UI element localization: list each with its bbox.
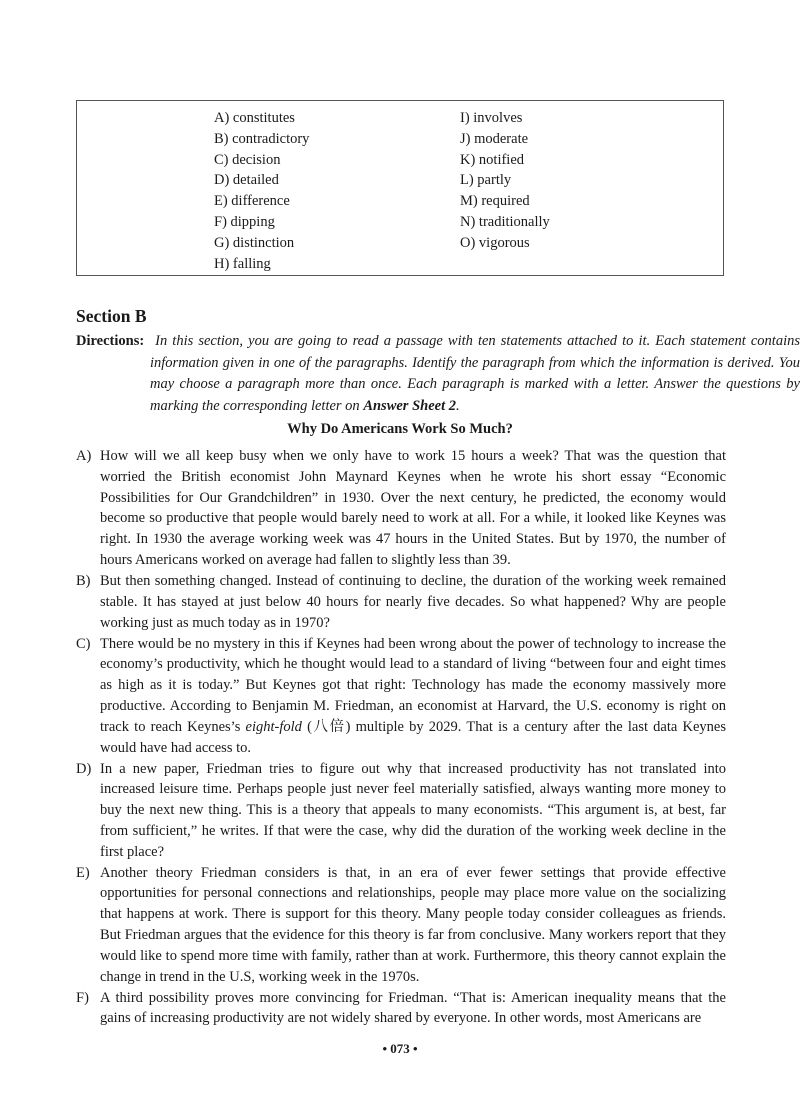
word-option: D) detailed xyxy=(214,172,279,189)
paragraph-c xyxy=(76,634,726,759)
word-option: B) contradictory xyxy=(214,130,310,147)
word-option: H) falling xyxy=(214,255,271,272)
word-option: J) moderate xyxy=(460,130,529,147)
paragraph-label: D) xyxy=(76,760,92,777)
paragraph-d xyxy=(76,759,726,863)
word-option: A) constitutes xyxy=(214,110,295,126)
word-option: I) involves xyxy=(460,110,523,126)
paragraph-label: B) xyxy=(76,572,91,589)
word-option: O) vigorous xyxy=(460,234,530,251)
paragraph-a xyxy=(76,446,726,571)
paragraph-text: How will we all keep busy when we only have to work 15 hours a week? That was the question that worried the British economist John Maynard Keynes when he wrote his short essay “Economic Possibilities for Our Grandchildren” in 1930. Over the next century, he predicted, the economy would become so productive that people would barely need to work at all. For a while, it looked like Keynes was right. In 1930 the average working week was 47 hours in the United States. But by 1970, the number of hours Americans worked on average had fallen to slightly less than 39. xyxy=(100,448,726,568)
directions-label: Directions: xyxy=(76,333,145,349)
word-bank-right-column xyxy=(460,108,550,254)
word-option: N) traditionally xyxy=(460,213,550,230)
word-option: C) decision xyxy=(214,151,281,168)
paragraph-text: In a new paper, Friedman tries to figure out why that increased productivity has not translated into increased leisure time. Perhaps people just never feel materially satisfied, always wanting more money to buy the next new thing. This is a theory that appeals to many economists. “This argument is, at best, far from sufficient,” he writes. If that were the case, why did the duration of the working week decline in the first place? xyxy=(100,760,726,860)
answer-sheet-ref: Answer Sheet 2 xyxy=(363,397,456,414)
paragraph-label: C) xyxy=(76,635,91,652)
word-option: M) required xyxy=(460,193,530,210)
passage-body xyxy=(76,446,726,1029)
paragraph-label: E) xyxy=(76,864,90,881)
word-option: E) difference xyxy=(214,193,290,210)
word-bank-left-column xyxy=(214,108,309,274)
paragraph-text: Another theory Friedman considers is that, in an era of ever fewer settings that provide effective opportunities for personal connections and relationships, people may place more value on the socializing that happens at work. There is support for this theory. Many people today consider colleagues as friends. But Friedman argues that the evidence for this theory is far from conclusive. Many workers report that they would like to spend more time with family, rather than at work. Furthermore, this theory cannot explain the change in trend in the U.S, working week in the 1970s. xyxy=(100,864,726,985)
word-option: F) dipping xyxy=(214,213,275,230)
word-option: K) notified xyxy=(460,151,525,168)
passage-title: Why Do Americans Work So Much? xyxy=(287,421,513,437)
directions-body: In this section, you are going to read a passage with ten statements attached to it. Each statement contains information given in one of the paragraphs. Identify the paragraph from which the information is derived. You may choose a paragraph more than once. Each paragraph is marked with a letter. Answer the questions by marking the corresponding letter on xyxy=(150,333,800,414)
paragraph-text: But then something changed. Instead of continuing to decline, the duration of the working week remained stable. It has stayed at just below 40 hours for nearly five decades. So what happened? Why are people working just as much today as in 1970? xyxy=(100,572,726,631)
paragraph-e xyxy=(76,863,726,988)
section-title: Section B xyxy=(76,306,147,326)
paragraph-text-continued: (八倍) multiple by 2029. That is a century after the last data Keynes would have had access to. xyxy=(100,718,726,756)
word-bank-box xyxy=(76,100,724,276)
word-option: L) partly xyxy=(460,172,512,189)
page-number: • 073 • xyxy=(382,1041,418,1056)
paragraph-italic-term: eight-fold xyxy=(245,718,302,735)
paragraph-label: F) xyxy=(76,989,89,1006)
paragraph-text: A third possibility proves more convincing for Friedman. “That is: American inequality means that the gains of increasing productivity are not widely shared by everyone. In other words, most Americans are xyxy=(100,989,726,1027)
word-option: G) distinction xyxy=(214,234,295,251)
paragraph-text: There would be no mystery in this if Keynes had been wrong about the power of technology to increase the economy’s productivity, which he thought would lead to a standard of living “between four and eight times as high as it is today.” But Keynes got that right: Technology has made the economy massively more productive. According to Benjamin M. Friedman, an economist at Harvard, the U.S. economy is right on track to reach Keynes’s xyxy=(100,635,726,735)
directions-text xyxy=(150,333,800,414)
paragraph-f xyxy=(76,988,726,1030)
directions-end: . xyxy=(455,397,460,414)
paragraph-label: A) xyxy=(76,448,92,464)
paragraph-b xyxy=(76,571,726,633)
directions xyxy=(76,331,800,417)
